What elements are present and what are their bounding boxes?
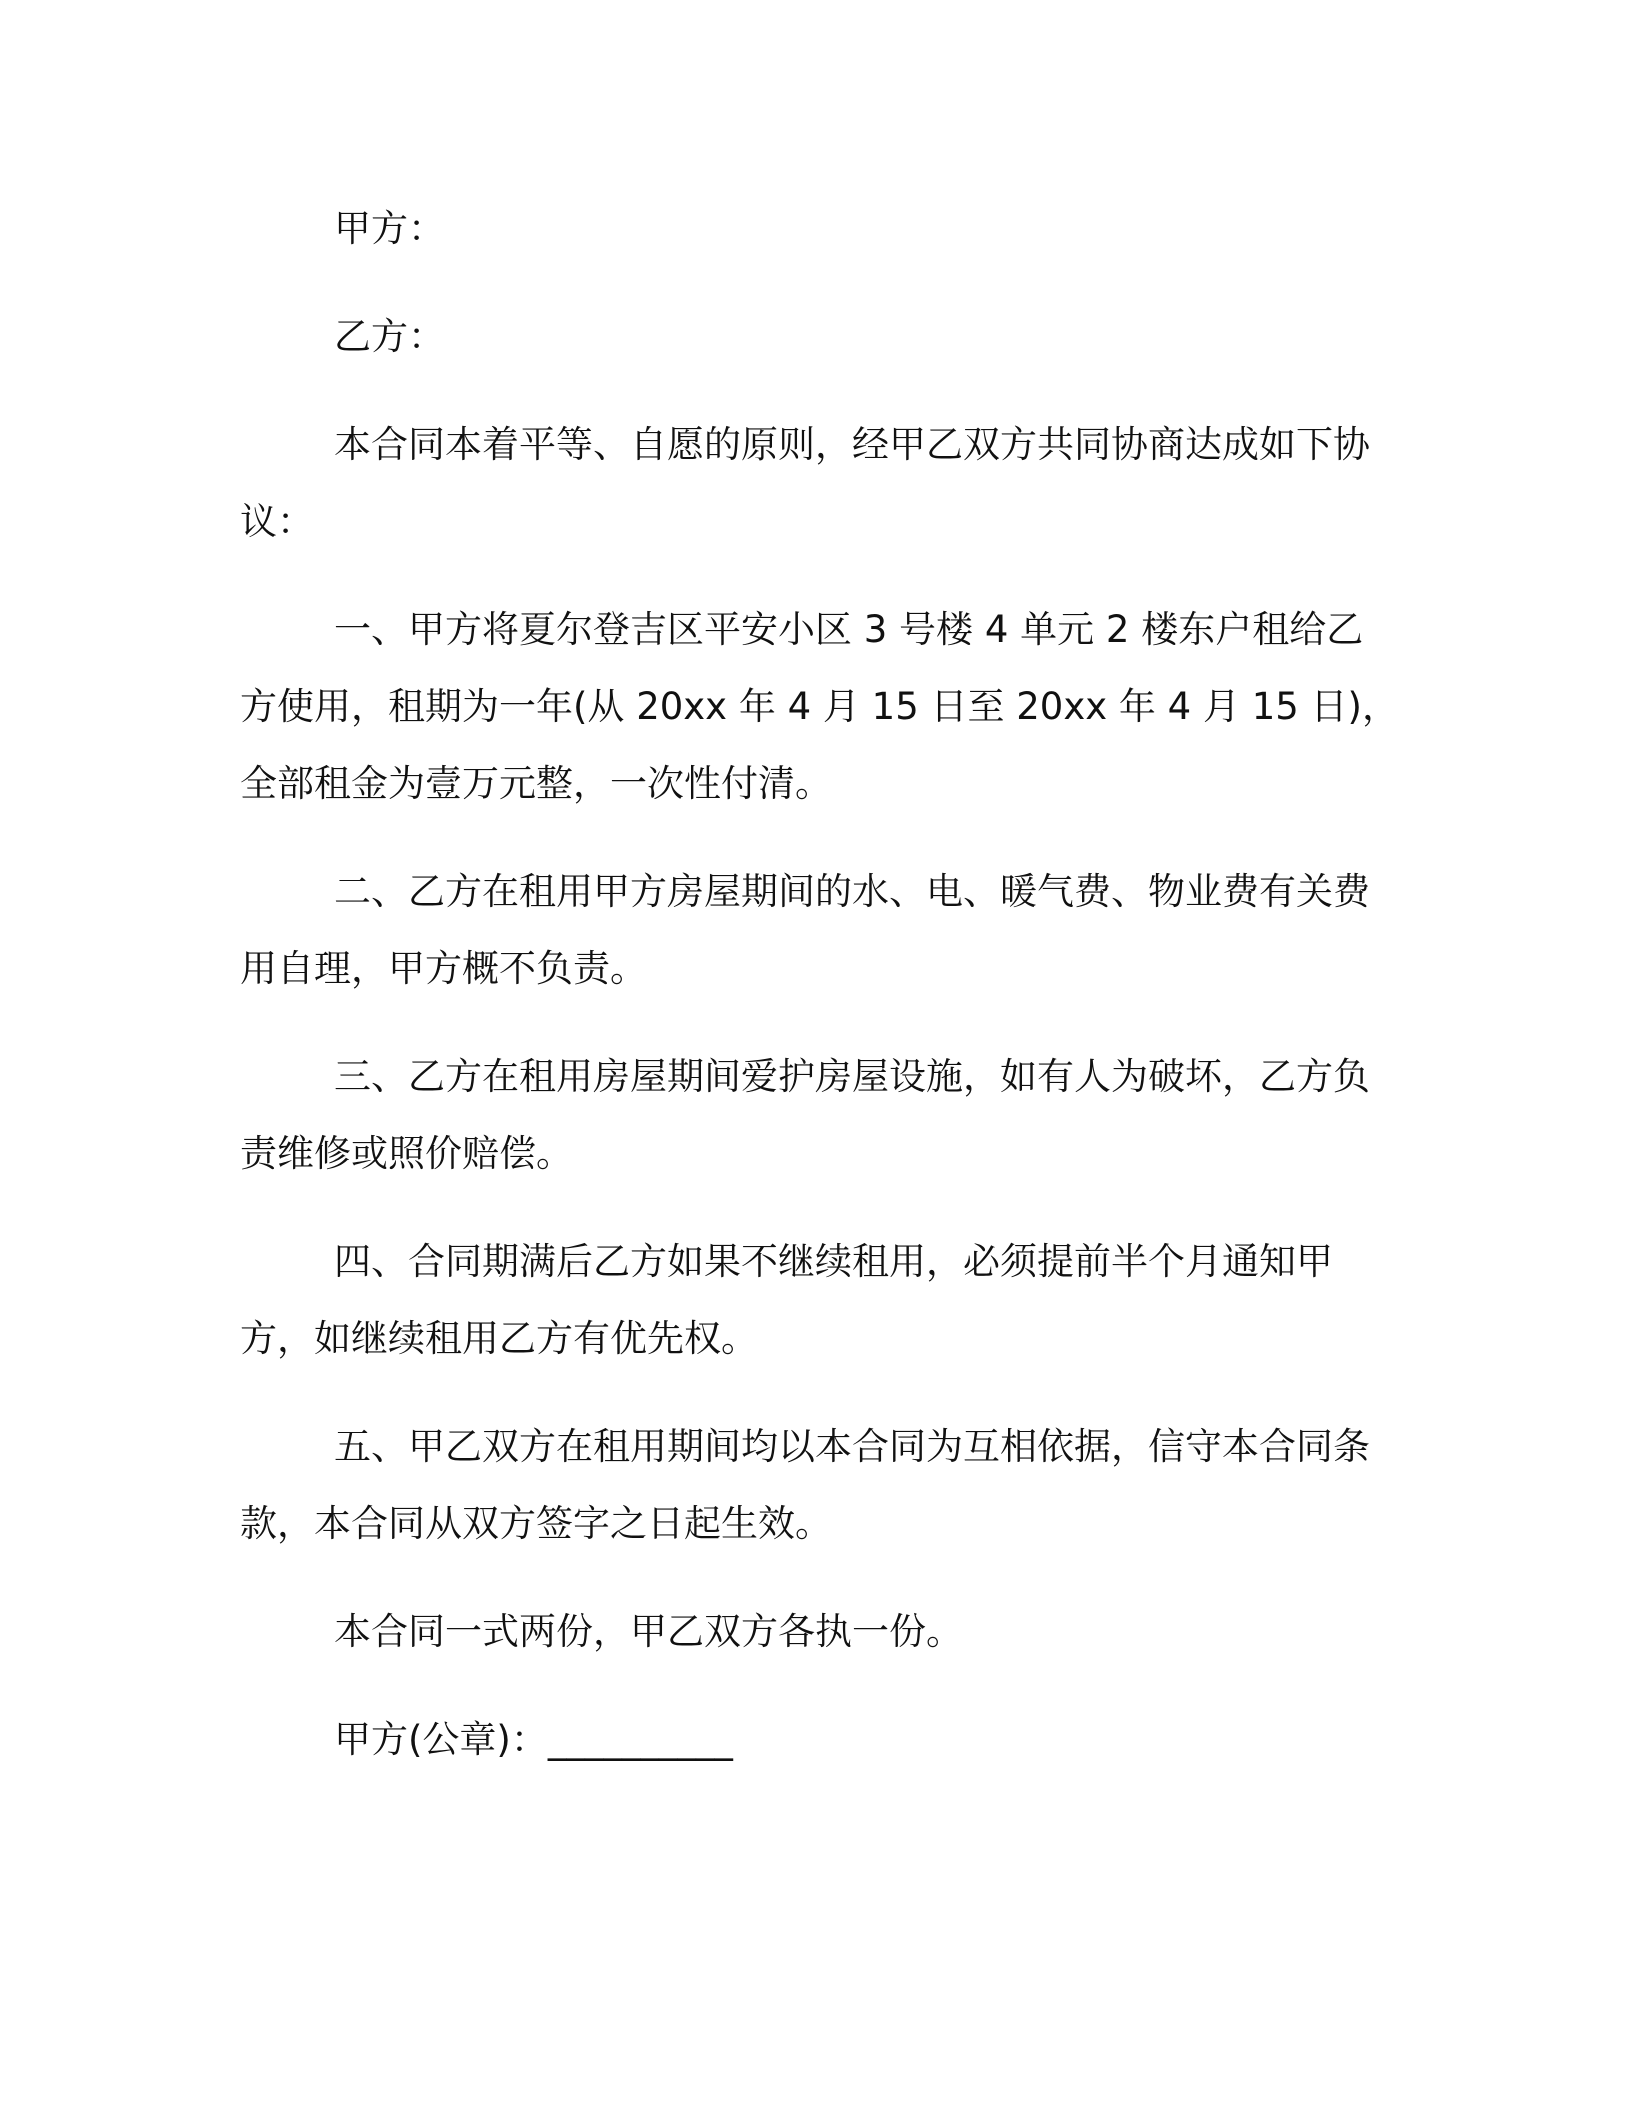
party-b-line: 乙方： <box>334 315 445 358</box>
clause-2: 二、乙方在租用甲方房屋期间的水、电、暖气费、物业费有关费用自理，甲方概不负责。 <box>240 870 1370 990</box>
party-a-line: 甲方： <box>334 207 445 250</box>
contract-body <box>240 190 1400 1809</box>
clause-3: 三、乙方在租用房屋期间爱护房屋设施，如有人为破坏，乙方负责维修或照价赔偿。 <box>240 1055 1370 1175</box>
clause-1: 一、甲方将夏尔登吉区平安小区 3 号楼 4 单元 2 楼东户租给乙方使用，租期为一年(从 20xx 年 4 月 15 日至 20xx 年 4 月 15 日)，全部租金为壹万元整，一次性付清。 <box>240 608 1399 805</box>
clause-4: 四、合同期满后乙方如果不继续租用，必须提前半个月通知甲方，如继续租用乙方有优先权。 <box>240 1240 1333 1360</box>
copies-note: 本合同一式两份，甲乙双方各执一份。 <box>334 1610 963 1653</box>
clause-5: 五、甲乙双方在租用期间均以本合同为互相依据，信守本合同条款，本合同从双方签字之日起生效。 <box>240 1425 1370 1545</box>
signature-blank: __________ <box>547 1718 733 1761</box>
signature-line <box>240 1701 1400 1778</box>
signature-label: 甲方(公章)： <box>334 1718 548 1761</box>
preamble-paragraph: 本合同本着平等、自愿的原则，经甲乙双方共同协商达成如下协议： <box>240 423 1370 543</box>
